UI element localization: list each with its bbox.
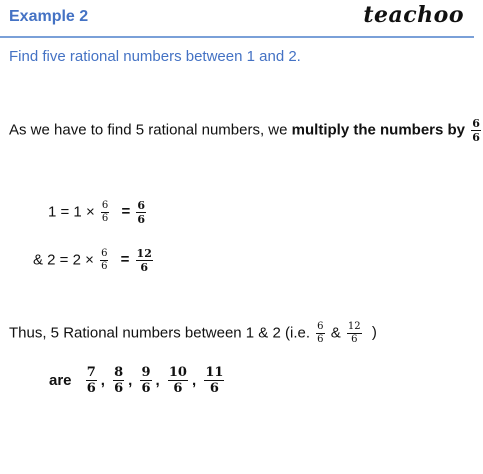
step2-equals: =	[120, 251, 130, 269]
conclusion-fraction-upper	[347, 322, 362, 345]
fraction-denominator: 6	[317, 334, 324, 345]
answer-line	[49, 366, 226, 395]
fraction-numerator: 6	[101, 200, 109, 211]
fraction-numerator: 10	[168, 365, 187, 380]
conclusion-fraction-lower	[316, 322, 324, 345]
fraction-numerator: 12	[347, 321, 361, 332]
answer-separator: ,	[128, 372, 133, 389]
fraction-denominator: 6	[86, 381, 96, 396]
fraction-numerator: 6	[317, 321, 324, 332]
fraction-numerator: 7	[86, 365, 96, 380]
fraction-denominator: 6	[101, 261, 108, 272]
fraction-denominator: 6	[472, 131, 480, 144]
question-text: Find five rational numbers between 1 and 2.	[9, 48, 301, 65]
fraction-denominator: 6	[209, 381, 219, 396]
fraction-numerator: 8	[114, 365, 124, 380]
step2-line	[33, 248, 155, 273]
step1-line	[48, 200, 148, 225]
header-bar	[0, 0, 474, 36]
conclusion-suffix: )	[371, 324, 377, 342]
conclusion-prefix: Thus, 5 Rational numbers between 1 & 2 (i.e.	[9, 324, 310, 342]
conclusion-line	[9, 322, 377, 345]
step2-result	[136, 248, 153, 273]
answer-label: are	[49, 372, 72, 389]
answer-fraction	[140, 366, 151, 395]
answer-fraction	[204, 366, 224, 395]
step2-multiplier	[100, 249, 108, 272]
answer-separator: ,	[155, 372, 160, 389]
explanation-prefix: As we have to find 5 rational numbers, we	[9, 121, 292, 139]
answer-fraction	[86, 366, 97, 395]
fraction-numerator: 9	[141, 365, 151, 380]
fraction-denominator: 6	[101, 213, 109, 224]
answer-separator: ,	[191, 372, 197, 389]
fraction-denominator: 6	[173, 381, 183, 396]
fraction-denominator: 6	[351, 334, 358, 345]
fraction-denominator: 6	[114, 381, 124, 396]
step1-multiplier	[101, 201, 109, 224]
step2-lhs: & 2 = 2 ×	[33, 251, 94, 269]
teachoo-logo: teachoo	[363, 2, 464, 28]
answer-fraction	[168, 366, 188, 395]
step1-result	[136, 200, 146, 225]
explanation-line	[9, 118, 483, 143]
fraction-numerator: 6	[472, 117, 480, 130]
fraction-denominator: 6	[137, 213, 146, 226]
fraction-numerator: 11	[205, 365, 224, 380]
fraction-numerator: 12	[136, 247, 152, 260]
fraction-numerator: 6	[101, 248, 108, 259]
fraction-numerator: 6	[137, 199, 146, 212]
conclusion-amp: &	[330, 324, 341, 342]
step1-lhs: 1 = 1 ×	[48, 203, 95, 221]
answer-separator: ,	[100, 372, 105, 389]
fraction-denominator: 6	[140, 261, 149, 274]
step1-equals: =	[121, 203, 131, 221]
answer-fraction	[113, 366, 124, 395]
multiplier-fraction	[471, 118, 481, 143]
example-title: Example 2	[9, 8, 89, 25]
fraction-denominator: 6	[141, 381, 151, 396]
explanation-bold: multiply the numbers by	[291, 121, 466, 139]
header-divider	[0, 36, 474, 38]
